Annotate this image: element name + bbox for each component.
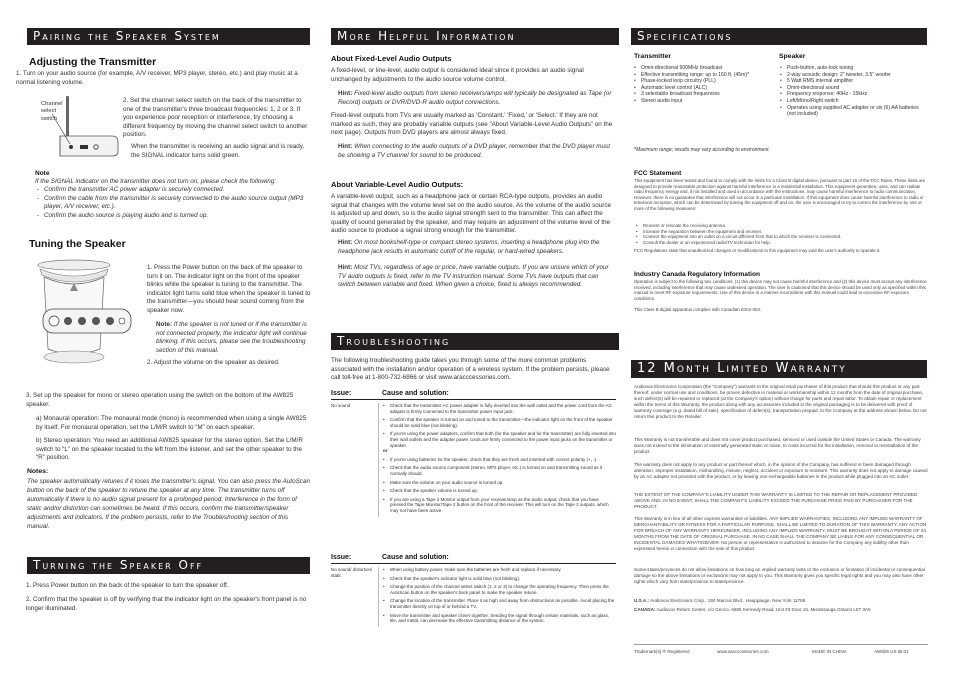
warranty-usa-address: [634, 598, 928, 604]
spec-item: • Operates using supplied AC adapter or six (6) AA batteries (not included): [780, 105, 920, 118]
issue-header: Issue:: [331, 554, 352, 561]
cause-header: Cause and solution:: [382, 554, 449, 561]
transmitter-spec-heading: Transmitter: [634, 53, 672, 60]
cause-item: • Check that the speaker volume is turned up.: [383, 488, 616, 494]
troubleshooting-table-2: [331, 553, 616, 627]
speaker-spec-heading: Speaker: [779, 53, 806, 60]
hint-text: When connecting to the audio outputs of a DVD player, remember that the DVD player must be showing a TV channel for sound to be produced.: [338, 143, 610, 159]
note-intro: If the SIGNAL indicator on the transmitter does not turn on, please check the following:: [35, 178, 277, 185]
fcc-item: • Increase the separation between the equipment and receiver.: [636, 229, 926, 235]
spec-item: • Omni-directional sound: [780, 85, 920, 92]
variable-level-hint-1: [338, 239, 616, 256]
hint-text: Most TVs, regardless of age or price, have variable outputs. If you are unsure which of your TV audio outputs is fixed, refer to the TV instruction manual. Some TVs have outputs that can switch between variable and fixed. When given a choice, fixed is always recommended.: [338, 264, 609, 289]
notes-text: The speaker automatically retunes if it loses the transmitter's signal. You can also press the AutoScan button on the back of the speaker to retune the speaker at any time. The transmitter turns off automatically if there is no audio signal present for a prolonged period. Interference in the form of static and/or distortion can sometimes be heard. If this occurs, confirm the transmitter/speaker adjustments and indicators. If the problem persists, refer to the Troubleshooting section of this manual.: [27, 478, 310, 530]
off-step-1: 1. Press Power button on the back of the speaker to turn the speaker off.: [26, 582, 229, 589]
table-row: [331, 564, 616, 627]
fcc-text: This equipment has been tested and found to comply with the limits for a Class B digital device, pursuant to part 15 of the FCC Rules. These limits are designed to provide reasonable protection against harmful interference in a residential installation. This equipment generates, uses, and can radiate radio frequency energy and, if not installed and used in accordance with the instructions, may cause harmful interference to radio communication. However, there is no guarantee that interference will not occur in a particular installation. If this equipment does cause harmful interference to radio or television reception, which can be determined by turning the equipment off and on, the user is encouraged to try to correct the interference by one or more of the following measures:: [634, 178, 926, 211]
table-row: [331, 400, 616, 517]
industry-canada-text: Operation is subject to the following two conditions: (1) this device may not cause harmful interference and (2) this device must accept any interference received, including interference that may cause undesired operation. The user is cautioned that this device should be used only as specified within this manual to meet RF exposure requirements. Use of this device in a manner inconsistent with this manual could lead to excessive RF exposure conditions.: [634, 279, 927, 301]
spec-item: • 2-way acoustic design: 2" tweeter, 3.5" woofer: [780, 72, 920, 79]
adjusting-step-1: 1. Turn on your audio source (for example, A/V receiver, MP3 player, stereo, etc.) and play music at a normal listening volume.: [16, 70, 298, 86]
troubleshooting-intro: The following troubleshooting guide takes you through some of the more common problems associated with the installation and/or operation of a wireless system. If the problem persists, please call toll-free at 1-800-732-6866 or visit www.aracccessories.com.: [331, 357, 610, 382]
cause-cell: [378, 403, 616, 517]
variable-level-heading: About Variable-Level Audio Outputs:: [331, 180, 464, 189]
hint-label: Hint:: [338, 90, 353, 97]
off-step-2: 2. Confirm that the speaker is off by verifying that the indicator light on the speaker's front panel is no longer illuminated.: [26, 596, 307, 612]
fcc-regulations: FCC Regulations state that unauthorized changes or modifications to this equipment may void the user's authority to operate it.: [634, 248, 881, 253]
turning-off-banner: Turning the Speaker Off: [27, 557, 310, 574]
helpful-info-banner: More Helpful Information: [331, 28, 619, 45]
transmitter-spec-list: [634, 65, 774, 105]
spec-item: • Effective transmitting range: up to 150 ft. (45m)*: [634, 72, 774, 79]
tuning-step-2: 2. Adjust the volume on the speaker as desired.: [147, 359, 280, 366]
troubleshooting-banner: Troubleshooting: [331, 333, 619, 350]
range-footnote: *Maximum range; results may vary according to environment.: [634, 147, 770, 153]
footer-trademark: Trademark(s) ® Registered: [634, 649, 690, 654]
speaker-spec-list: [780, 65, 920, 118]
usa-label: U.S.A.:: [634, 598, 650, 603]
warranty-text-3: The warranty does not apply to any product or part thereof which, in the opinion of the Company, has suffered or been damaged through alteration, improper installation, mishandling, misuse, neglect, accident or exposure to moisture. This warranty does not apply to damage caused by an AC adapter not provided with the product, or by leaving non-rechargeable batteries in the product while plugged into an AC outlet.: [634, 462, 928, 479]
cause-item: • Check that the speaker's indicator light is solid blue (not blinking).: [383, 576, 616, 582]
cause-item: • When using battery power, make sure the batteries are fresh and replace if necessary.: [383, 567, 616, 573]
spec-item: • Frequency response: 40Hz - 15kHz: [780, 91, 920, 98]
warranty-text-5: This Warranty is in lieu of all other express warranties or liabilities. ANY IMPLIED WARRANTIES, INCLUDING ANY IMPLIED WARRANTY OF MERCHANTABILITY OR FITNESS FOR A PARTICULAR PURPOSE, SHALL BE LIMITED TO DURATION OF THIS WARRANTY. ANY ACTION FOR BREACH OF ANY WARRANTY HEREUNDER, INCLUDING ANY IMPLIED WARRANTY, MUST BE BROUGHT WITHIN A PERIOD OF 24 MONTHS FROM THE DATE OF ORIGINAL PURCHASE. IN NO CASE SHALL THE COMPANY BE LIABLE FOR ANY CONSEQUENTIAL OR INCIDENTAL DAMAGES WHATSOEVER. No person or representative is authorized to assume for the Company any liability other than expressed herein in connection with the sale of this product.: [634, 516, 927, 551]
note-heading: Note: [35, 170, 50, 177]
specifications-banner: Specifications: [631, 28, 927, 45]
fcc-heading: FCC Statement: [634, 170, 682, 177]
footer-rule: [634, 644, 928, 645]
tuning-note-label: Note:: [156, 321, 173, 328]
canada-label: CANADA:: [634, 607, 656, 612]
spec-item: • Left/Mono/Right switch: [780, 98, 920, 105]
tuning-note-text: If the speaker is not tuned or if the transmitter is not connected properly, the indicator light will continue blinking. If this occurs, please see the troubleshooting section of this manual.: [156, 321, 307, 354]
warranty-text-6: Some states/provinces do not allow limitations on how long an implied warranty lasts or the exclusion or limitation of incidental or consequential damage so the above limitations or exclusions may not apply to you. This Warranty gives you specific legal rights and you may also have other rights which vary from state/province to state/province.: [634, 567, 925, 584]
cause-or: or: [383, 448, 388, 454]
adjusting-step-2b: When the transmitter is receiving an audio signal and is ready, the SIGNAL indicator turns solid green.: [131, 143, 305, 159]
hint-text: On most bookshelf-type or compact stereo systems, inserting a headphone plug into the headphone jack results in automatic cutoff of the regular, or hard-wired speakers.: [338, 239, 600, 255]
issue-cell: No sound: [331, 403, 351, 408]
footer-code: AW825 US IB 01: [874, 649, 909, 654]
spec-item: • Phase-locked loop circuitry (PLL): [634, 78, 774, 85]
fixed-level-text-2: Fixed-level outputs from TVs are usually marked as 'Constant,' 'Fixed,' or 'Select.' If they are not marked as such, they are probably variable outputs (see “About Variable-Level Audio Outputs” on the next page). Outputs from DVD players are almost always fixed.: [331, 112, 613, 137]
fcc-list: [636, 223, 926, 245]
variable-level-hint-2: [338, 264, 616, 290]
speaker-illustration: [30, 257, 135, 375]
warranty-text-2: This Warranty is not transferable and does not cover product purchased, serviced or used outside the United States or Canada. The warranty does not extend to the elimination of externally generated static or noise, to costs incurred for the installation, removal or reinstallation of the product.: [634, 437, 921, 454]
setup-step-3b: b) Stereo operation: You need an additional AW825 speaker for the stereo option. Set the L/M/R switch to “L” on the speaker located to the left from the listener, and set the other speaker to the “R” position.: [36, 437, 303, 462]
footer-url: www.aracccessories.com: [717, 649, 769, 654]
hint-label: Hint:: [338, 239, 353, 246]
issue-header: Issue:: [331, 390, 352, 397]
note-item: - Confirm the transmitter AC power adapter is securely connected.: [37, 186, 311, 195]
adjusting-transmitter-heading: Adjusting the Transmitter: [29, 56, 157, 68]
cause-item: • Change the location of the transmitter. Place it as high and away from obstructions as possible. Avoid placing the transmitter directly on top of or behind a TV.: [383, 598, 616, 609]
spec-item: • Push-button, auto-lock tuning: [780, 65, 920, 72]
pairing-banner: Pairing the Speaker System: [27, 28, 310, 45]
fixed-level-heading: About Fixed-Level Audio Outputs: [331, 54, 452, 63]
cause-item: • Make sure the volume on your audio source is turned up.: [383, 480, 616, 486]
tuning-speaker-heading: Tuning the Speaker: [29, 238, 126, 250]
warranty-canada-address: [634, 607, 928, 613]
industry-canada-heading: Industry Canada Regulatory Information: [634, 271, 761, 278]
footer-made-in: MADE IN CHINA: [812, 649, 847, 654]
cause-header: Cause and solution:: [382, 390, 449, 397]
hint-label: Hint:: [338, 143, 353, 150]
cause-item: • Check that the audio source component (stereo, MP3 player, etc.) is turned on and transmitting sound as it normally should.: [383, 465, 616, 476]
cause-item: • Confirm that the speaker is turned on and tuned to the transmitter—the indicator light on the front of the speaker should be solid blue (not blinking).: [383, 417, 616, 428]
table-header: [331, 389, 616, 400]
note-item: - Confirm the audio source is playing audio and is turned up.: [37, 212, 311, 221]
variable-level-text: A variable-level output, such as a headphone jack or certain RCA-type outputs, provides an audio signal that changes with the volume level set on the audio source. As the volume of the audio source is adjusted up and down, so is the audio signal strength sent to the transmitter. This can affect the quality of sound generated by the speaker, and may require an adjustment of the volume level of the audio source to produce a signal strong enough for the transmitter.: [331, 193, 612, 235]
fixed-level-text-1: A fixed-level, or line-level, audio output is considered ideal since it provides an audio signal unchanged by adjustments to the audio source volume control.: [331, 67, 584, 83]
usa-text: Audiovox Electronics Corp., 150 Marcus Blvd., Hauppauge, New York 11788: [650, 598, 806, 603]
cause-cell: [378, 567, 616, 627]
channel-switch-callout: Channel select switch: [41, 101, 63, 122]
fixed-level-hint-2: [338, 143, 616, 160]
fcc-item: • Reorient or relocate the receiving antenna.: [636, 223, 926, 229]
note-item: - Confirm the cable from the transmitter is securely connected to the audio source output (MP3 player, A/V receiver, etc.).: [37, 195, 311, 212]
cause-item: • If you're using batteries for the speaker, check that they are fresh and inserted with correct polarity (+, -).: [383, 457, 616, 463]
issue-cell: No sound/ distortion/ static: [331, 567, 373, 578]
spec-item: • 3 selectable broadcast frequencies: [634, 91, 774, 98]
cause-item: • If you are using a Tape 2 Monitor output from your receiver/amp as the audio output, check that you have pressed the Tape Monitor/Tape 2 button on the front of the receiver. This will turn on the Tape 2 outputs, which may not have been active.: [383, 497, 616, 514]
cause-item: • Move the transmitter and speaker closer together. Sending the signal through certain materials, such as glass, tile, and metal, can decrease the effective transmitting distance of the system.: [383, 613, 616, 624]
fcc-item: • Connect the equipment into an outlet on a circuit different from that to which the receiver is connected.: [636, 234, 926, 240]
fixed-level-hint-1: [338, 90, 616, 107]
warranty-text-4: THE EXTENT OF THE COMPANY'S LIABILITY UNDER THIS WARRANTY IS LIMITED TO THE REPAIR OR REPLACEMENT PROVIDED ABOVE AND, IN NO EVENT, SHALL THE COMPANY'S LIABILITY EXCEED THE PURCHASE PRICE PAID BY PURCHASER FOR THE PRODUCT.: [634, 492, 918, 509]
industry-canada-class: This Class B digital apparatus complies with Canadian ICES-003.: [634, 307, 762, 312]
cause-item: • Check that the transmitter AC power adapter is fully inserted into the wall outlet and the power cord from the AC adapter is firmly connected to the transmitter power input jack.: [383, 403, 616, 414]
tuning-note: [156, 321, 312, 355]
fcc-item: • Consult the dealer or an experienced radio/TV technician for help.: [636, 240, 926, 246]
setup-step-3: 3. Set up the speaker for mono or stereo operation using the switch on the bottom of the AW825 speaker.: [26, 392, 294, 408]
cause-item: • Change the position of the channel select switch (1, 2 or 3) to change the operating frequency. Then press the AutoScan button on the speaker's back panel to make the speaker retune.: [383, 584, 616, 595]
warranty-text-1: Audiovox Electronics Corporation (the "Company") warrants to the original retail purchaser of this product that should this product or any part thereof, under normal use and conditions, be proven defective in material or workmanship within 12 months from the date of original purchase, such defect(s) will be repaired or replaced (at the Company's option) without charge for parts and repair labor. To obtain repair or replacement within the terms of this Warranty, the product along with any accessories included in the original packaging is to be delivered with proof of warranty coverage (e.g. dated bill of sale), specification of defect(s), transportation prepaid, to the Company at the address shown below. Do not return this product to the Retailer.: [634, 384, 927, 419]
cause-item: • If you're using the power adapters, confirm that both (for the speaker and for the transmitter) are fully inserted into their wall outlets and the adapter power cords are firmly connected to the power input jacks on the transmitter or speaker.: [383, 431, 616, 448]
warranty-banner: 12 Month Limited Warranty: [631, 360, 927, 378]
hint-text: Fixed-level audio outputs from stereo receivers/amps will typically be designated as Tape (or Record) outputs or DVR/DVD-R audio output connections.: [338, 90, 612, 106]
tuning-step-1: 1. Press the Power button on the back of the speaker to turn it on. The indicator light on the front of the speaker blinks while the speaker is tuning to the transmitter. The indicator light turns solid blue when the speaker is tuned to the transmitter—you should hear sound coming from the speaker now.: [147, 264, 311, 314]
table-header: [331, 553, 616, 564]
spec-item: • Automatic level control (ALC): [634, 85, 774, 92]
spec-item: • Stereo audio input: [634, 98, 774, 105]
adjusting-step-2: 2. Set the channel select switch on the back of the transmitter to one of the transmitter's three broadcast frequencies: 1, 2 or 3. If you experience poor reception or interference, try choosing a different frequency by moving the channel select switch to another position.: [123, 97, 308, 139]
spec-item: • 5 Watt RMS internal amplifier: [780, 78, 920, 85]
spec-item: • Omni-directional 900MHz broadcast: [634, 65, 774, 72]
hint-label: Hint:: [338, 264, 353, 271]
canada-text: Audiovox Return Center, c/o Genco, 6685 Kennedy Road, Unit #3 Door 16, Mississauga Ontario L5T 3A5: [656, 607, 871, 612]
note-list: [37, 186, 311, 220]
troubleshooting-table-1: [331, 389, 616, 517]
setup-step-3a: a) Monaural operation: The monaural mode (mono) is recommended when using a single AW825 by itself. For monaural operation, set the L/M/R switch to “M” on each speaker.: [36, 415, 307, 431]
notes-heading: Notes:: [27, 468, 49, 475]
